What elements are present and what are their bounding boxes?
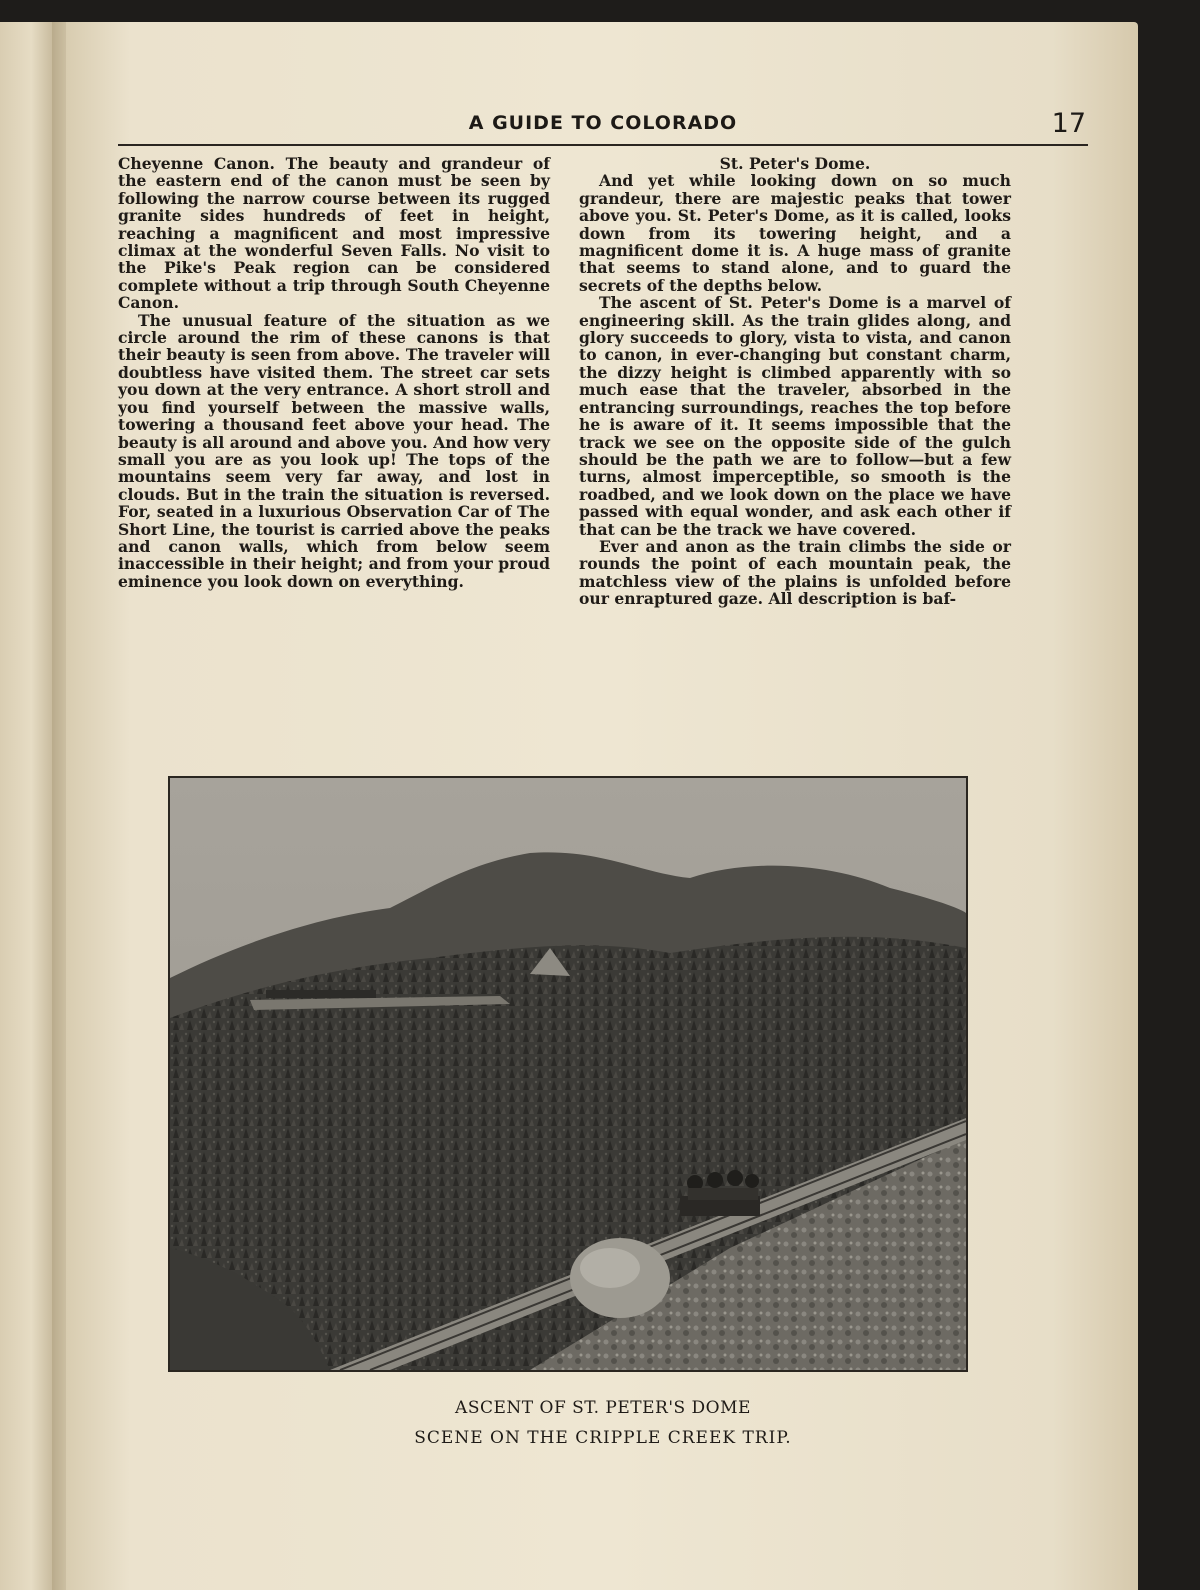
running-title: A GUIDE TO COLORADO [468,112,738,134]
paragraph: The ascent of St. Peter's Dome is a marvel of engineering skill. As the train glides along, and glory succeeds to glory, vista to vista, and canon to canon, in ever-changing but constant charm, the dizzy height is climbed apparently with so much ease that the traveler, absorbed in the entrancing surroundings, reaches the top before he is aware of it. It seems impossible that the track we see on the opposite side of the gulch should be the path we are to follow—but a few turns, almost imperceptible, so smooth is the roadbed, and we look down on the place we have passed with equal wonder, and ask each other if that can be the track we have covered. [579,293,1011,539]
running-header [118,110,1088,146]
paragraph: Cheyenne Canon. The beauty and grandeur of the eastern end of the canon must be seen by following the narrow course between its rugged granite sides hundreds of feet in height, reaching a magnificent and most impressive climax at the wonderful Seven Falls. No visit to the Pike's Peak region can be considered complete without a trip through South Cheyenne Canon. [118,154,550,313]
page-number: 17 [1051,108,1086,139]
figure-caption-subtitle: SCENE ON THE CRIPPLE CREEK TRIP. [414,1428,792,1448]
figure-caption-title: ASCENT OF ST. PETER'S DOME [455,1398,751,1418]
distant-train [266,990,376,998]
paragraph: The unusual feature of the situation as we circle around the rim of these canons is that their beauty is seen from above. The traveler will doubtless have visited them. The street car sets you down at the very entrance. A short stroll and you find yourself between the massive walls, towering a thousand feet above your head. The beauty is all around and above you. And how very small you are as you look up! The tops of the mountains seem very far away, and lost in clouds. But in the train the situation is reversed. For, seated in a luxurious Observation Car of The Short Line, the tourist is carried above the peaks and canon walls, which from below seem inaccessible in their height; and from your proud eminence you look down on everything. [118,310,550,591]
paragraph: Ever and anon as the train climbs the side or rounds the point of each mountain peak, the matchless view of the plains is unfolded before our enraptured gaze. All description is baf- [579,536,1011,609]
handcar-with-passengers [680,1170,760,1216]
paragraph: And yet while looking down on so much grandeur, there are majestic peaks that tower above you. St. Peter's Dome, as it is called, looks down from its towering height, and a magnificent dome it is. A huge mass of granite that seems to stand alone, and to guard the secrets of the depths below. [579,171,1011,295]
facing-page-edge [0,22,52,1590]
left-text-column [118,155,550,590]
right-text-column [579,155,1011,608]
book-page [66,22,1138,1590]
section-subheading: St. Peter's Dome. [719,154,871,173]
photograph-mountain-railway [168,776,968,1372]
